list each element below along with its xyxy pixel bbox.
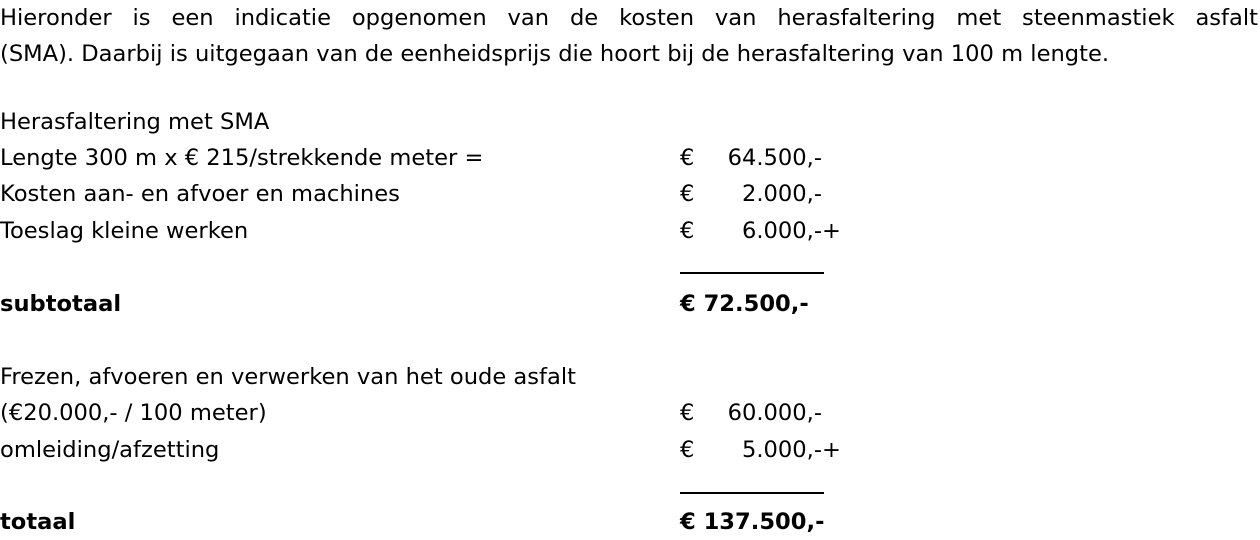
cost-row-amount: 64.500,- [727,145,822,171]
cost-row-amount: 5.000,- [741,437,822,463]
currency-symbol: € [680,181,695,207]
currency-symbol: € [680,145,695,171]
cost-row-label: omleiding/afzetting [0,437,220,463]
intro-line-2: (SMA). Daarbij is uitgegaan van de eenheidsprijs die hoort bij de herasfaltering van 100 m lengte. [0,41,1110,67]
cost-row-amount: 2.000,- [741,181,822,207]
total-label: totaal [0,509,76,535]
total-amount: € 137.500,- [680,509,825,535]
currency-symbol: € [680,218,695,244]
section2-heading: Frezen, afvoeren en verwerken van het oude asfalt [0,364,576,390]
subtotal-amount: € 72.500,- [680,291,809,317]
cost-row-label: Toeslag kleine werken [0,218,249,244]
subtotal-label: subtotaal [0,291,122,317]
currency-symbol: € [680,400,695,426]
currency-symbol: € [680,437,695,463]
cost-row-amount: 6.000,- [741,218,822,244]
intro-line-1: Hieronder is een indicatie opgenomen van de kosten van herasfaltering met steenmastiek asfalt [0,5,1258,31]
cost-row-amount: 60.000,- [727,400,822,426]
cost-row-label: Lengte 300 m x € 215/strekkende meter = [0,145,484,171]
cost-row-label: Kosten aan- en afvoer en machines [0,181,400,207]
intro-paragraph [0,0,1258,72]
cost-row-label: (€20.000,- / 100 meter) [0,400,267,426]
section1-heading: Herasfaltering met SMA [0,109,270,135]
total-divider [680,492,824,494]
cost-row-suffix: + [822,437,841,463]
subtotal-divider [680,272,824,274]
cost-row-suffix: + [822,218,841,244]
